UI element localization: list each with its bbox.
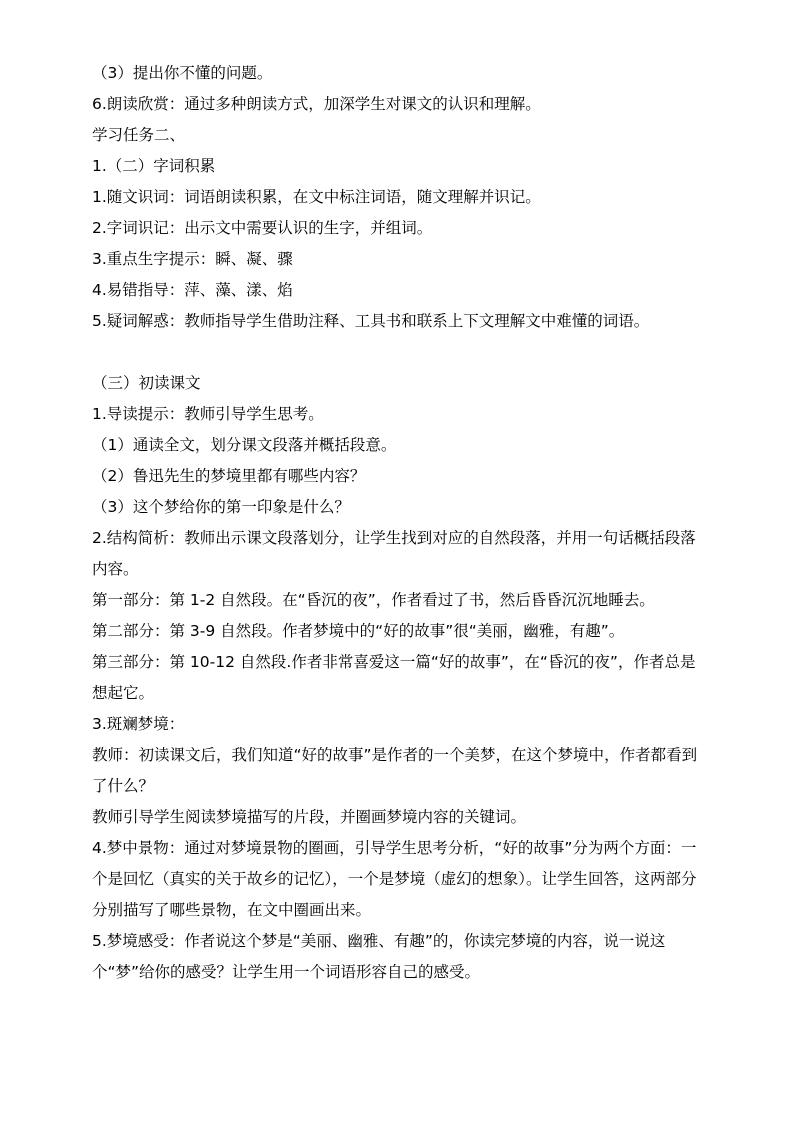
text-line: 教师引导学生阅读梦境描写的片段，并圈画梦境内容的关键词。: [92, 808, 527, 826]
paragraph: 教师：初读课文后，我们知道“好的故事”是作者的一个美梦，在这个梦境中，作者都看到了什么？: [92, 746, 698, 795]
paragraph: 第三部分：第 10-12 自然段.作者非常喜爱这一篇“好的故事”，在“昏沉的夜”，作者总是想起它。: [92, 653, 696, 702]
text-line: （1）通读全文，划分课文段落并概括段意。: [92, 436, 397, 454]
text-line: 3.斑斓梦境：: [92, 715, 185, 733]
paragraph: 5.梦境感受：作者说这个梦是“美丽、幽雅、有趣”的，你读完梦境的内容，说一说这个“梦”给你的感受？让学生用一个词语形容自己的感受。: [92, 932, 666, 981]
text-line: 1.导读提示：教师引导学生思考。: [92, 405, 324, 423]
text-line: （2）鲁迅先生的梦境里都有哪些内容？: [92, 467, 366, 485]
section-heading: 1.（二）字词积累: [92, 157, 216, 175]
text-line: （3）提出你不懂的问题。: [92, 64, 273, 82]
text-line: 1.随文识词：词语朗读积累，在文中标注词语，随文理解并识记。: [92, 188, 541, 206]
text-line: 5.疑词解惑：教师指导学生借助注释、工具书和联系上下文理解文中难懂的词语。: [92, 312, 650, 330]
text-line: 3.重点生字提示：瞬、凝、骤: [92, 250, 293, 268]
paragraph: 4.梦中景物：通过对梦境景物的圈画，引导学生思考分析，“好的故事”分为两个方面：一个是回忆（真实的关于故乡的记忆），一个是梦境（虚幻的想象）。让学生回答，这两部分分别描写了哪些景物，在文中圈画出来。: [92, 839, 697, 919]
text-line: 4.易错指导：萍、藻、漾、焰: [92, 281, 293, 299]
blank-line: [92, 337, 702, 368]
text-line: 第二部分：第 3-9 自然段。作者梦境中的“好的故事”很“美丽，幽雅，有趣”。: [92, 622, 625, 640]
section-heading: 学习任务二、: [92, 126, 186, 144]
section-heading: （三）初读课文: [92, 374, 201, 392]
text-line: 第一部分：第 1-2 自然段。在“昏沉的夜”，作者看过了书，然后昏昏沉沉地睡去。: [92, 591, 655, 609]
text-line: 2.字词识记：出示文中需要认识的生字，并组词。: [92, 219, 433, 237]
paragraph: 2.结构简析：教师出示课文段落划分，让学生找到对应的自然段落，并用一句话概括段落内容。: [92, 529, 696, 578]
text-line: 6.朗读欣赏：通过多种朗读方式，加深学生对课文的认识和理解。: [92, 95, 541, 113]
text-line: （3）这个梦给你的第一印象是什么？: [92, 498, 350, 516]
document-body: [92, 58, 702, 988]
